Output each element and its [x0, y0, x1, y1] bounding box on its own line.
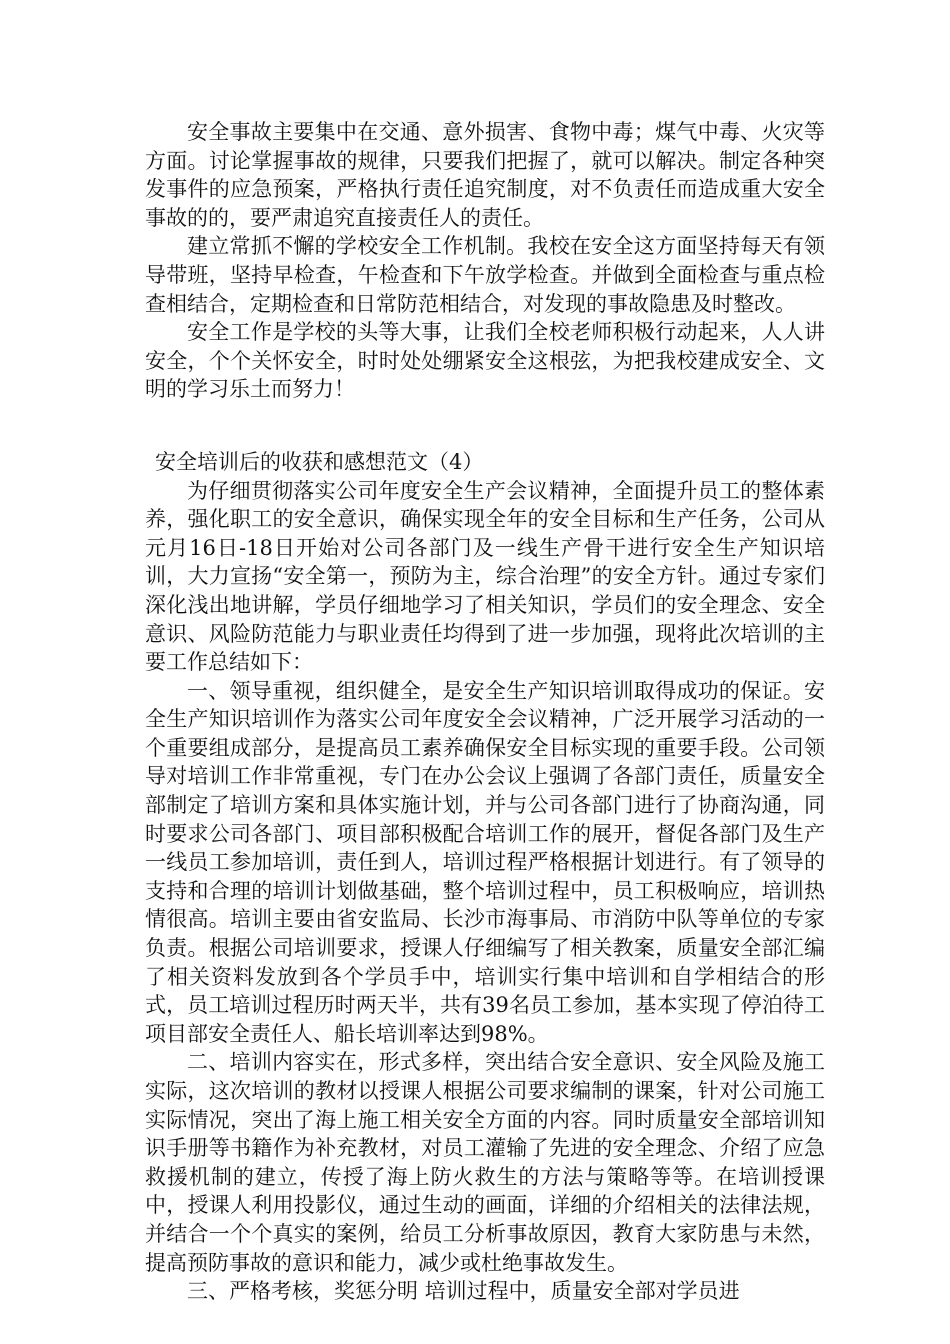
paragraph: 二、培训内容实在，形式多样，突出结合安全意识、安全风险及施工实际，这次培训的教材以授课人根据公司要求编制的课案，针对公司施工实际情况，突出了海上施工相关安全方面的内容。同时质量安全部培训知识手册等书籍作为补充教材，对员工灌输了先进的安全理念、介绍了应急救援机制的建立，传授了海上防火救生的方法与策略等等。在培训授课中，授课人利用投影仪，通过生动的画面，详细的介绍相关的法律法规，并结合一个个真实的案例，给员工分析事故原因，教育大家防患与未然，提高预防事故的意识和能力，减少或杜绝事故发生。	[145, 1050, 825, 1275]
section-heading: 安全培训后的收获和感想范文（4）	[155, 449, 484, 474]
paragraph: 安全事故主要集中在交通、意外损害、食物中毒；煤气中毒、火灾等方面。讨论掌握事故的规律，只要我们把握了，就可以解决。制定各种突发事件的应急预案，严格执行责任追究制度，对不负责任而造成重大安全事故的的，要严肃追究直接责任人的责任。	[145, 120, 825, 230]
paragraph: 安全工作是学校的头等大事，让我们全校老师积极行动起来，人人讲安全，个个关怀安全，时时处处绷紧安全这根弦，为把我校建成安全、文明的学习乐土而努力！	[145, 320, 825, 402]
paragraph: 建立常抓不懈的学校安全工作机制。我校在安全这方面坚持每天有领导带班，坚持早检查，午检查和下午放学检查。并做到全面检查与重点检查相结合，定期检查和日常防范相结合，对发现的事故隐患及时整改。	[145, 234, 825, 316]
paragraph: 一、领导重视，组织健全，是安全生产知识培训取得成功的保证。安全生产知识培训作为落实公司年度安全会议精神，广泛开展学习活动的一个重要组成部分，是提高员工素养确保安全目标实现的重要手段。公司领导对培训工作非常重视，专门在办公会议上强调了各部门责任，质量安全部制定了培训方案和具体实施计划，并与公司各部门进行了协商沟通，同时要求公司各部门、项目部积极配合培训工作的展开，督促各部门及生产一线员工参加培训，责任到人，培训过程严格根据计划进行。有了领导的支持和合理的培训计划做基础，整个培训过程中，员工积极响应，培训热情很高。培训主要由省安监局、长沙市海事局、市消防中队等单位的专家负责。根据公司培训要求，授课人仔细编写了相关教案，质量安全部汇编了相关资料发放到各个学员手中，培训实行集中培训和自学相结合的形式，员工培训过程历时两天半，共有39名员工参加，基本实现了停泊待工项目部安全责任人、船长培训率达到98%。	[145, 678, 825, 1046]
document-page	[145, 118, 825, 1306]
paragraph: 三、严格考核，奖惩分明 培训过程中，质量安全部对学员进	[187, 1279, 740, 1304]
section-spacer	[145, 404, 825, 448]
paragraph: 为仔细贯彻落实公司年度安全生产会议精神，全面提升员工的整体素养，强化职工的安全意识，确保实现全年的安全目标和生产任务，公司从元月16日-18日开始对公司各部门及一线生产骨干进行安全生产知识培训，大力宣扬“安全第一，预防为主，综合治理”的安全方针。通过专家们深化浅出地讲解，学员仔细地学习了相关知识，学员们的安全理念、安全意识、风险防范能力与职业责任均得到了进一步加强，现将此次培训的主要工作总结如下：	[145, 478, 825, 675]
